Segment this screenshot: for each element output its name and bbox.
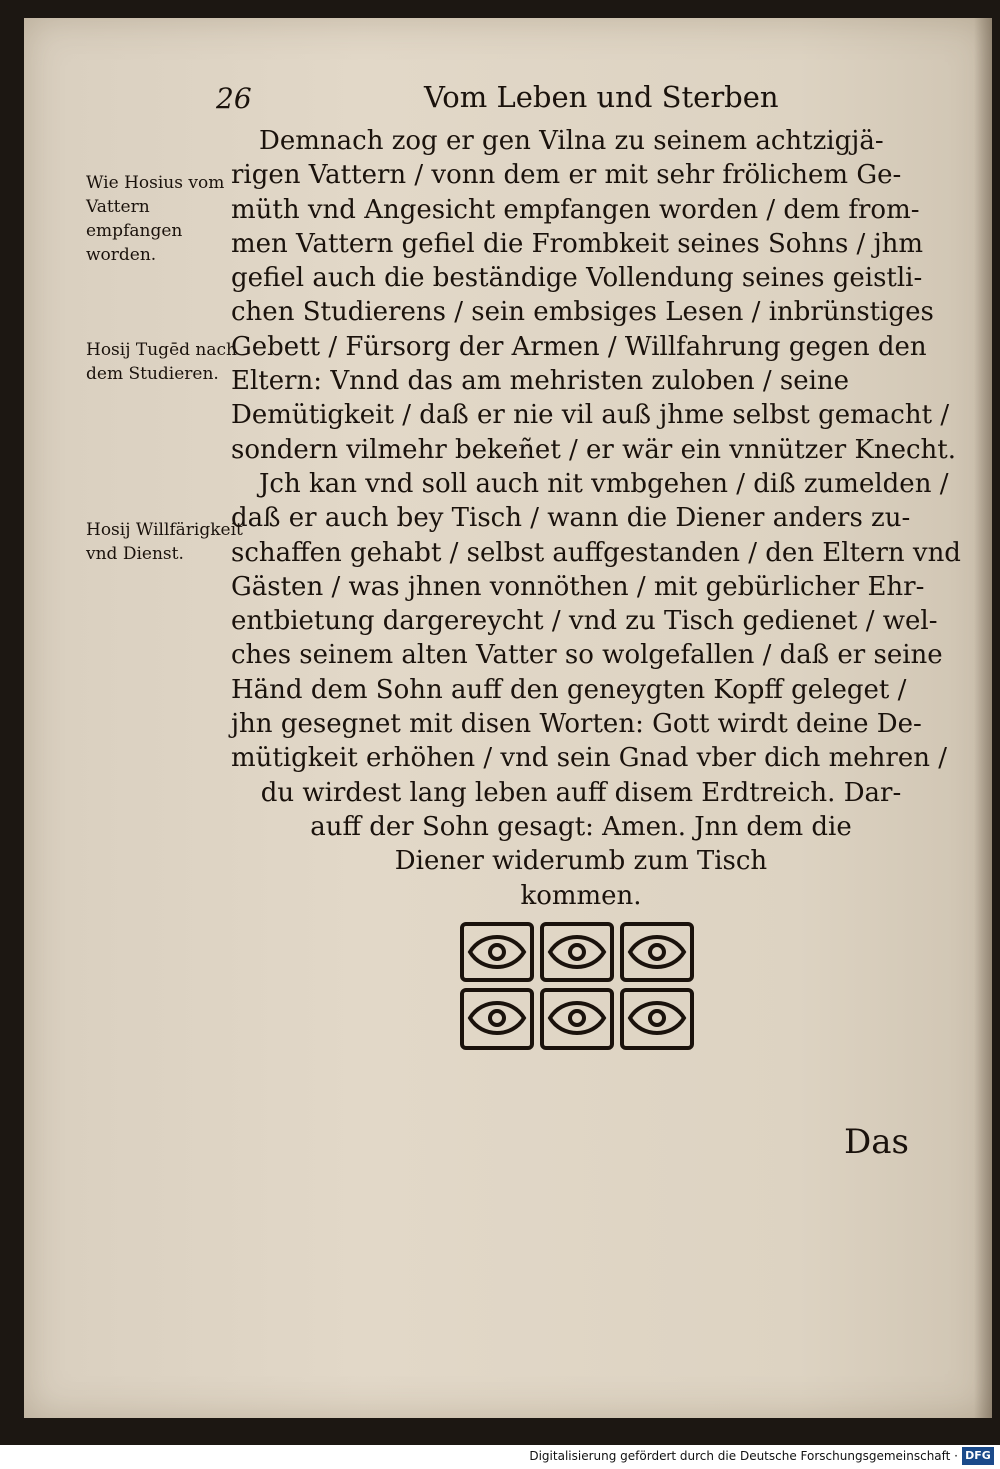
footer-credit: Digitalisierung gefördert durch die Deutsche Forschungsgemeinschaft ·: [529, 1449, 958, 1463]
dfg-logo-icon: DFG: [962, 1447, 994, 1465]
text-line: mütigkeit erhöhen / vnd sein Gnad vber dich mehren /: [231, 743, 947, 774]
text-line: kommen.: [520, 880, 642, 911]
margin-note: Wie Hosius vom Vattern empfangen worden.: [86, 173, 225, 265]
text-line: Gästen / was jhnen vonnöthen / mit gebürlicher Ehr-: [231, 571, 925, 602]
body-text: [231, 124, 961, 913]
margin-note: Hosij Tugēd nach dem Studieren.: [86, 340, 237, 384]
text-line: Gebett / Fürsorg der Armen / Willfahrung gegen den: [231, 331, 927, 362]
text-line: jhn gesegnet mit disen Worten: Gott wirdt deine De-: [231, 709, 922, 740]
page-number: 26: [216, 82, 252, 115]
text-line: gefiel auch die beständige Vollendung seines geistli-: [231, 263, 923, 294]
text-line: schaffen gehabt / selbst auffgestanden / den Eltern vnd: [231, 537, 961, 568]
running-head: Vom Leben und Sterben: [424, 80, 779, 114]
text-line: entbietung dargereycht / vnd zu Tisch gedienet / wel-: [231, 606, 938, 637]
text-line: daß er auch bey Tisch / wann die Diener anders zu-: [231, 503, 911, 534]
text-line: müth vnd Angesicht empfangen worden / dem from-: [231, 194, 920, 225]
text-line: men Vattern gefiel die Frombkeit seines Sohns / jhm: [231, 228, 924, 259]
margin-note: Hosij Willfärigkeit vnd Dienst.: [86, 520, 243, 564]
printers-ornament: [456, 918, 698, 1054]
digitization-footer: [0, 1445, 1000, 1469]
text-line: auff der Sohn gesagt: Amen. Jnn dem die: [310, 811, 852, 842]
text-line: du wirdest lang leben auff disem Erdtreich. Dar-: [260, 777, 902, 808]
text-line: chen Studierens / sein embsiges Lesen / inbrünstiges: [231, 297, 934, 328]
text-line: Diener widerumb zum Tisch: [394, 846, 768, 877]
text-line: Demütigkeit / daß er nie vil auß jhme selbst gemacht /: [231, 400, 950, 431]
text-line: ches seinem alten Vatter so wolgefallen / daß er seine: [231, 640, 943, 671]
text-line: rigen Vattern / vonn dem er mit sehr frölichem Ge-: [231, 160, 902, 191]
book-page: [24, 18, 992, 1418]
text-line: sondern vilmehr bekeñet / er wär ein vnnützer Knecht.: [231, 434, 957, 465]
text-line: Demnach zog er gen Vilna zu seinem achtzigjä-: [259, 126, 884, 156]
catchword: Das: [844, 1122, 909, 1162]
page-edge-shadow: [974, 18, 992, 1418]
text-line: Jch kan vnd soll auch nit vmbgehen / diß zumelden /: [259, 468, 949, 499]
text-line: Eltern: Vnnd das am mehristen zuloben / seine: [231, 366, 850, 397]
text-line: Händ dem Sohn auff den geneygten Kopff geleget /: [231, 674, 907, 705]
